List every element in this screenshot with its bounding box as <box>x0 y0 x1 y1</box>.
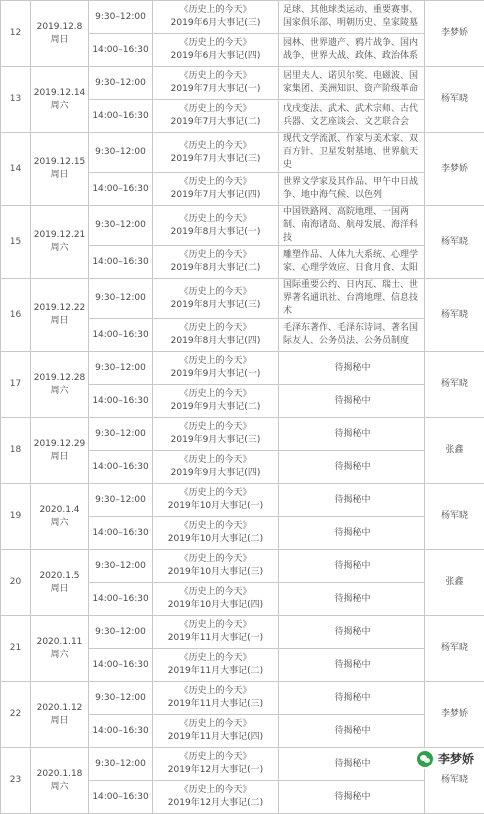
session-number: 15 <box>1 206 31 279</box>
table-row <box>1 206 484 246</box>
table-row <box>1 133 484 173</box>
date-cell <box>31 748 89 814</box>
teacher-cell: 张鑫 <box>425 418 484 484</box>
record-title: 2019年11月大事记(三) <box>155 698 276 711</box>
record-title: 2019年8月大事记(一) <box>155 226 276 239</box>
session-number: 20 <box>1 550 31 616</box>
table-row <box>1 279 484 319</box>
teacher-cell: 李梦娇 <box>425 133 484 206</box>
book-title: 《历史上的今天》 <box>155 718 276 731</box>
table-row <box>1 748 484 781</box>
book-title: 《历史上的今天》 <box>155 103 276 116</box>
book-title: 《历史上的今天》 <box>155 286 276 299</box>
course-cell <box>153 352 279 385</box>
time-cell: 14:00–16:30 <box>89 34 153 67</box>
book-title: 《历史上的今天》 <box>155 70 276 83</box>
book-title: 《历史上的今天》 <box>155 4 276 17</box>
book-title: 《历史上的今天》 <box>155 249 276 262</box>
course-cell <box>153 279 279 319</box>
date-text: 2019.12.15 <box>33 156 86 169</box>
course-cell <box>153 246 279 279</box>
book-title: 《历史上的今天》 <box>155 176 276 189</box>
course-cell <box>153 173 279 206</box>
watermark-text: 李梦娇 <box>438 750 474 767</box>
topic-cell: 待揭秘中 <box>279 715 425 748</box>
date-cell <box>31 279 89 352</box>
weekday-text: 周日 <box>33 34 86 47</box>
course-cell <box>153 682 279 715</box>
session-number: 17 <box>1 352 31 418</box>
course-cell <box>153 781 279 814</box>
table-row <box>1 67 484 100</box>
course-cell <box>153 385 279 418</box>
schedule-body <box>1 1 484 814</box>
date-cell <box>31 616 89 682</box>
topic-cell: 待揭秘中 <box>279 418 425 451</box>
wechat-icon <box>417 751 433 767</box>
session-number: 16 <box>1 279 31 352</box>
date-text: 2020.1.5 <box>33 570 86 583</box>
topic-cell: 毛泽东著作、毛泽东诗词、著名国际友人、公务员法、公务员制度 <box>279 319 425 352</box>
course-cell <box>153 715 279 748</box>
session-number: 13 <box>1 67 31 133</box>
date-cell <box>31 133 89 206</box>
course-cell <box>153 34 279 67</box>
table-row <box>1 616 484 649</box>
time-cell: 14:00–16:30 <box>89 385 153 418</box>
teacher-cell: 李梦娇 <box>425 682 484 748</box>
weekday-text: 周六 <box>33 517 86 530</box>
time-cell: 9:30–12:00 <box>89 484 153 517</box>
teacher-cell: 杨军晓 <box>425 67 484 133</box>
weekday-text: 周日 <box>33 583 86 596</box>
course-cell <box>153 748 279 781</box>
date-cell <box>31 682 89 748</box>
course-cell <box>153 517 279 550</box>
wechat-watermark <box>413 748 478 769</box>
record-title: 2019年6月大事记(三) <box>155 17 276 30</box>
table-row <box>1 682 484 715</box>
time-cell: 14:00–16:30 <box>89 781 153 814</box>
book-title: 《历史上的今天》 <box>155 355 276 368</box>
teacher-cell: 杨军晓 <box>425 616 484 682</box>
session-number: 21 <box>1 616 31 682</box>
table-row <box>1 1 484 34</box>
record-title: 2019年9月大事记(一) <box>155 368 276 381</box>
weekday-text: 周六 <box>33 385 86 398</box>
topic-cell: 待揭秘中 <box>279 616 425 649</box>
book-title: 《历史上的今天》 <box>155 322 276 335</box>
teacher-cell: 杨军晓 <box>425 352 484 418</box>
course-cell <box>153 133 279 173</box>
record-title: 2019年10月大事记(三) <box>155 566 276 579</box>
date-cell <box>31 484 89 550</box>
book-title: 《历史上的今天》 <box>155 487 276 500</box>
date-text: 2019.12.8 <box>33 21 86 34</box>
table-row <box>1 484 484 517</box>
session-number: 14 <box>1 133 31 206</box>
date-cell <box>31 1 89 67</box>
topic-cell: 园林、世界遗产、鸦片战争、国内战争、世界大战、政体、政治体系 <box>279 34 425 67</box>
topic-cell: 现代文学流派、作家与美术家、双百方针、卫星发射基地、世界航天史 <box>279 133 425 173</box>
topic-cell: 待揭秘中 <box>279 550 425 583</box>
time-cell: 9:30–12:00 <box>89 616 153 649</box>
time-cell: 9:30–12:00 <box>89 418 153 451</box>
time-cell: 14:00–16:30 <box>89 451 153 484</box>
course-cell <box>153 1 279 34</box>
topic-cell: 国际重要公约、日内瓦、瑞士、世界著名通讯社、台湾地理、信息技术 <box>279 279 425 319</box>
book-title: 《历史上的今天》 <box>155 388 276 401</box>
record-title: 2019年11月大事记(一) <box>155 632 276 645</box>
date-cell <box>31 550 89 616</box>
session-number: 18 <box>1 418 31 484</box>
record-title: 2019年9月大事记(四) <box>155 467 276 480</box>
session-number: 12 <box>1 1 31 67</box>
time-cell: 14:00–16:30 <box>89 100 153 133</box>
book-title: 《历史上的今天》 <box>155 652 276 665</box>
time-cell: 9:30–12:00 <box>89 1 153 34</box>
book-title: 《历史上的今天》 <box>155 520 276 533</box>
topic-cell: 待揭秘中 <box>279 781 425 814</box>
weekday-text: 周六 <box>33 242 86 255</box>
book-title: 《历史上的今天》 <box>155 619 276 632</box>
course-cell <box>153 484 279 517</box>
session-number: 23 <box>1 748 31 814</box>
topic-cell: 待揭秘中 <box>279 385 425 418</box>
date-text: 2019.12.28 <box>33 372 86 385</box>
topic-cell: 待揭秘中 <box>279 517 425 550</box>
record-title: 2019年8月大事记(三) <box>155 299 276 312</box>
record-title: 2019年7月大事记(一) <box>155 83 276 96</box>
record-title: 2019年12月大事记(一) <box>155 764 276 777</box>
time-cell: 14:00–16:30 <box>89 517 153 550</box>
record-title: 2019年7月大事记(二) <box>155 116 276 129</box>
record-title: 2019年11月大事记(四) <box>155 731 276 744</box>
teacher-cell: 杨军晓 <box>425 484 484 550</box>
course-cell <box>153 550 279 583</box>
weekday-text: 周日 <box>33 169 86 182</box>
weekday-text: 周日 <box>33 451 86 464</box>
record-title: 2019年10月大事记(一) <box>155 500 276 513</box>
course-cell <box>153 319 279 352</box>
teacher-cell: 杨军晓 <box>425 748 484 814</box>
topic-cell: 待揭秘中 <box>279 583 425 616</box>
topic-cell: 待揭秘中 <box>279 484 425 517</box>
date-text: 2019.12.22 <box>33 302 86 315</box>
course-cell <box>153 616 279 649</box>
course-cell <box>153 649 279 682</box>
record-title: 2019年6月大事记(四) <box>155 50 276 63</box>
time-cell: 14:00–16:30 <box>89 173 153 206</box>
date-text: 2019.12.21 <box>33 229 86 242</box>
topic-cell: 戊戌变法、武术、武术宗师、古代兵器、文艺座谈会、文艺联合会 <box>279 100 425 133</box>
session-number: 22 <box>1 682 31 748</box>
book-title: 《历史上的今天》 <box>155 213 276 226</box>
book-title: 《历史上的今天》 <box>155 586 276 599</box>
course-cell <box>153 451 279 484</box>
book-title: 《历史上的今天》 <box>155 421 276 434</box>
table-row <box>1 352 484 385</box>
date-text: 2019.12.14 <box>33 87 86 100</box>
book-title: 《历史上的今天》 <box>155 784 276 797</box>
date-text: 2020.1.12 <box>33 702 86 715</box>
record-title: 2019年9月大事记(二) <box>155 401 276 414</box>
time-cell: 9:30–12:00 <box>89 550 153 583</box>
table-row <box>1 550 484 583</box>
time-cell: 14:00–16:30 <box>89 319 153 352</box>
date-cell <box>31 67 89 133</box>
record-title: 2019年12月大事记(二) <box>155 797 276 810</box>
record-title: 2019年10月大事记(四) <box>155 599 276 612</box>
topic-cell: 待揭秘中 <box>279 748 425 781</box>
topic-cell: 中国铁路网、高院地理、一国两制、南海诸岛、航母发展、海洋科技 <box>279 206 425 246</box>
topic-cell: 居里夫人、诺贝尔奖、电磁波、国家集团、美洲知识、资产阶级革命 <box>279 67 425 100</box>
topic-cell: 待揭秘中 <box>279 451 425 484</box>
session-number: 19 <box>1 484 31 550</box>
book-title: 《历史上的今天》 <box>155 37 276 50</box>
topic-cell: 世界文学家及其作品、甲午中日战争、地中海气候、以色列 <box>279 173 425 206</box>
weekday-text: 周日 <box>33 715 86 728</box>
course-cell <box>153 418 279 451</box>
book-title: 《历史上的今天》 <box>155 454 276 467</box>
time-cell: 14:00–16:30 <box>89 583 153 616</box>
teacher-cell: 李梦娇 <box>425 1 484 67</box>
time-cell: 9:30–12:00 <box>89 279 153 319</box>
time-cell: 9:30–12:00 <box>89 748 153 781</box>
weekday-text: 周日 <box>33 315 86 328</box>
weekday-text: 周六 <box>33 100 86 113</box>
weekday-text: 周六 <box>33 781 86 794</box>
date-text: 2019.12.29 <box>33 438 86 451</box>
topic-cell: 雕塑作品、人体九大系统、心理学家、心理学效应、日食月食、太阳 <box>279 246 425 279</box>
date-text: 2020.1.11 <box>33 636 86 649</box>
topic-cell: 足球、其他球类运动、重要赛事、国家俱乐部、明朝历史、皇家陵墓 <box>279 1 425 34</box>
time-cell: 9:30–12:00 <box>89 133 153 173</box>
book-title: 《历史上的今天》 <box>155 685 276 698</box>
course-cell <box>153 583 279 616</box>
table-row <box>1 418 484 451</box>
record-title: 2019年10月大事记(二) <box>155 533 276 546</box>
date-cell <box>31 352 89 418</box>
topic-cell: 待揭秘中 <box>279 682 425 715</box>
date-cell <box>31 206 89 279</box>
course-cell <box>153 100 279 133</box>
teacher-cell: 张鑫 <box>425 550 484 616</box>
book-title: 《历史上的今天》 <box>155 553 276 566</box>
book-title: 《历史上的今天》 <box>155 140 276 153</box>
time-cell: 9:30–12:00 <box>89 67 153 100</box>
record-title: 2019年7月大事记(三) <box>155 153 276 166</box>
date-text: 2020.1.18 <box>33 768 86 781</box>
time-cell: 9:30–12:00 <box>89 352 153 385</box>
date-cell <box>31 418 89 484</box>
teacher-cell: 杨军晓 <box>425 206 484 279</box>
course-cell <box>153 206 279 246</box>
time-cell: 14:00–16:30 <box>89 246 153 279</box>
record-title: 2019年8月大事记(二) <box>155 262 276 275</box>
date-text: 2020.1.4 <box>33 504 86 517</box>
topic-cell: 待揭秘中 <box>279 649 425 682</box>
record-title: 2019年9月大事记(三) <box>155 434 276 447</box>
time-cell: 14:00–16:30 <box>89 715 153 748</box>
time-cell: 9:30–12:00 <box>89 682 153 715</box>
time-cell: 9:30–12:00 <box>89 206 153 246</box>
book-title: 《历史上的今天》 <box>155 751 276 764</box>
weekday-text: 周六 <box>33 649 86 662</box>
time-cell: 14:00–16:30 <box>89 649 153 682</box>
record-title: 2019年8月大事记(四) <box>155 335 276 348</box>
record-title: 2019年7月大事记(四) <box>155 189 276 202</box>
course-cell <box>153 67 279 100</box>
topic-cell: 待揭秘中 <box>279 352 425 385</box>
teacher-cell: 杨军晓 <box>425 279 484 352</box>
record-title: 2019年11月大事记(二) <box>155 665 276 678</box>
